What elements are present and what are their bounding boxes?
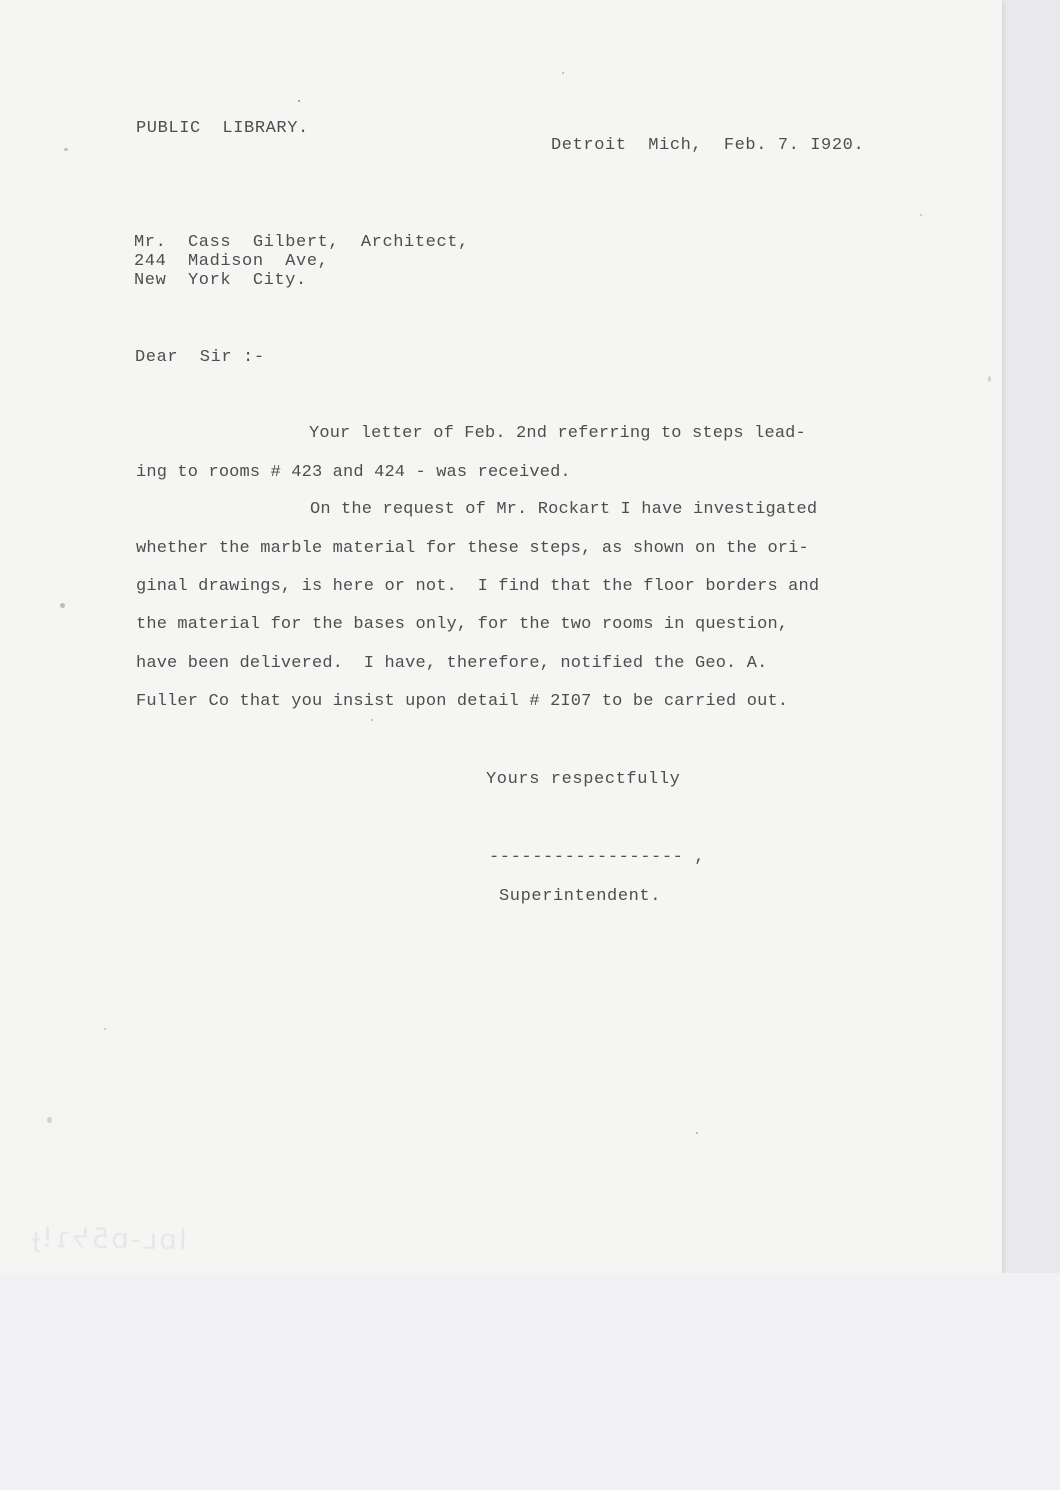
signature-line: ------------------ , [489,848,706,867]
paper-speck [562,72,564,74]
recipient-line: Mr. Cass Gilbert, Architect, [134,233,469,252]
paper-speck [920,214,922,216]
body-line: Fuller Co that you insist upon detail # 2I07 to be carried out. [136,692,789,711]
body-line: Your letter of Feb. 2nd referring to steps lead- [309,424,806,443]
salutation: Dear Sir :- [135,348,265,367]
recipient-line: 244 Madison Ave, [134,252,329,271]
body-line: have been delivered. I have, therefore, notified the Geo. A. [136,654,768,673]
paper-speck [47,1117,52,1123]
scan-background [0,1273,1060,1490]
body-line: ginal drawings, is here or not. I find that the floor borders and [136,577,820,596]
closing: Yours respectfully [486,770,681,789]
dateline: Detroit Mich, Feb. 7. I920. [551,136,865,155]
paper-speck [60,603,65,608]
letterhead: PUBLIC LIBRARY. [136,119,309,138]
paper-speck [696,1132,698,1134]
recipient-line: New York City. [134,271,307,290]
signatory-title: Superintendent. [499,887,662,906]
paper-speck [64,148,68,151]
paper-speck [104,1028,106,1030]
body-line: whether the marble material for these steps, as shown on the ori- [136,539,809,558]
paper-speck [988,376,991,382]
body-line: ing to rooms # 423 and 424 - was received. [136,463,571,482]
body-line: On the request of Mr. Rockart I have investigated [310,500,818,519]
paper-speck [371,719,373,721]
archive-stamp-mark: lɒʟ-ɒ5ᔭɿ!ɟ [29,1220,188,1257]
paper-speck [298,100,300,102]
body-line: the material for the bases only, for the two rooms in question, [136,615,789,634]
